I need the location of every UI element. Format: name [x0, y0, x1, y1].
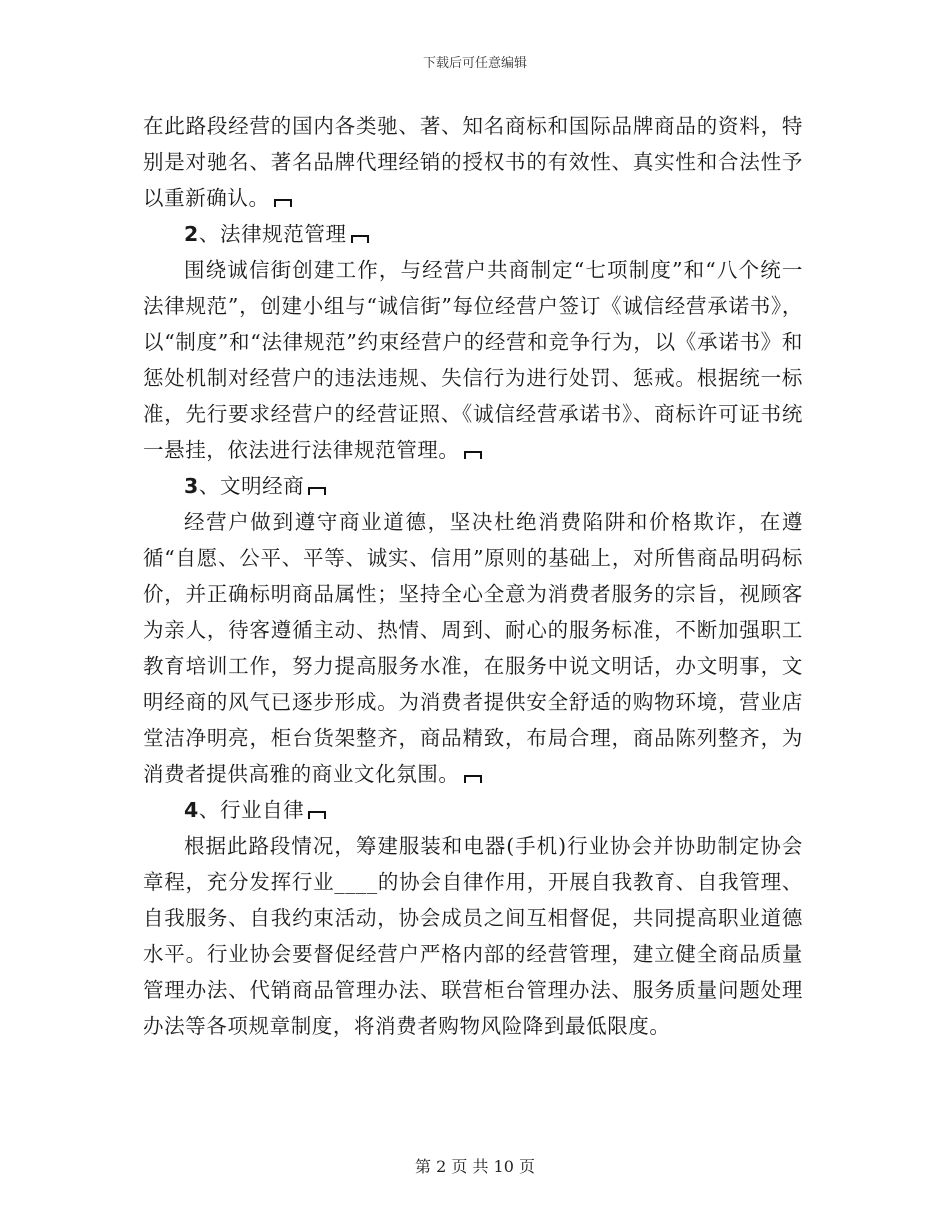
page-header-note: 下载后可任意编辑	[422, 56, 527, 71]
page-number-footer: 第 2 页 共 10 页	[415, 1157, 535, 1176]
section-number-3: 3	[184, 474, 199, 498]
section-title-3: 、文明经商	[198, 474, 305, 498]
section-heading-3	[143, 468, 803, 504]
paragraph-mark-icon	[464, 775, 482, 783]
paragraph-mark-icon	[464, 451, 482, 459]
document-body	[143, 108, 803, 1044]
section-number-2: 2	[184, 222, 199, 246]
paragraph-mark-icon	[351, 235, 369, 243]
section-heading-2	[143, 216, 803, 252]
paragraph-mark-icon	[308, 811, 326, 819]
paragraph-3	[143, 504, 803, 792]
paragraph-4-text: 根据此路段情况，筹建服装和电器(手机)行业协会并协助制定协会章程，充分发挥行业____的协会自律作用，开展自我教育、自我管理、自我服务、自我约束活动，协会成员之间互相督促，共同提高职业道德水平。行业协会要督促经营户严格内部的经营管理，建立健全商品质量管理办法、代销商品管理办法、联营柜台管理办法、服务质量问题处理办法等各项规章制度，将消费者购物风险降到最低限度。	[143, 834, 803, 1038]
paragraph-3-text: 经营户做到遵守商业道德，坚决杜绝消费陷阱和价格欺诈，在遵循“自愿、公平、平等、诚实、信用”原则的基础上，对所售商品明码标价，并正确标明商品属性；坚持全心全意为消费者服务的宗旨，视顾客为亲人，待客遵循主动、热情、周到、耐心的服务标准，不断加强职工教育培训工作，努力提高服务水准，在服务中说文明话，办文明事，文明经商的风气已逐步形成。为消费者提供安全舒适的购物环境，营业店堂洁净明亮，柜台货架整齐，商品精致，布局合理，商品陈列整齐，为消费者提供高雅的商业文化氛围。	[143, 510, 803, 786]
section-heading-4	[143, 792, 803, 828]
section-number-4: 4	[184, 798, 199, 822]
paragraph-mark-icon	[274, 199, 292, 207]
paragraph-mark-icon	[308, 487, 326, 495]
paragraph-2	[143, 252, 803, 468]
section-title-4: 、行业自律	[198, 798, 305, 822]
paragraph-4	[143, 828, 803, 1044]
section-title-2: 、法律规范管理	[198, 222, 347, 246]
paragraph-1	[143, 108, 803, 216]
paragraph-2-text: 围绕诚信街创建工作，与经营户共商制定“七项制度”和“八个统一法律规范”，创建小组与“诚信街”每位经营户签订《诚信经营承诺书》，以“制度”和“法律规范”约束经营户的经营和竞争行为，以《承诺书》和惩处机制对经营户的违法违规、失信行为进行处罚、惩戒。根据统一标准，先行要求经营户的经营证照、《诚信经营承诺书》、商标许可证书统一悬挂，依法进行法律规范管理。	[143, 258, 803, 462]
paragraph-1-text: 在此路段经营的国内各类驰、著、知名商标和国际品牌商品的资料，特别是对驰名、著名品牌代理经销的授权书的有效性、真实性和合法性予以重新确认。	[143, 114, 803, 210]
